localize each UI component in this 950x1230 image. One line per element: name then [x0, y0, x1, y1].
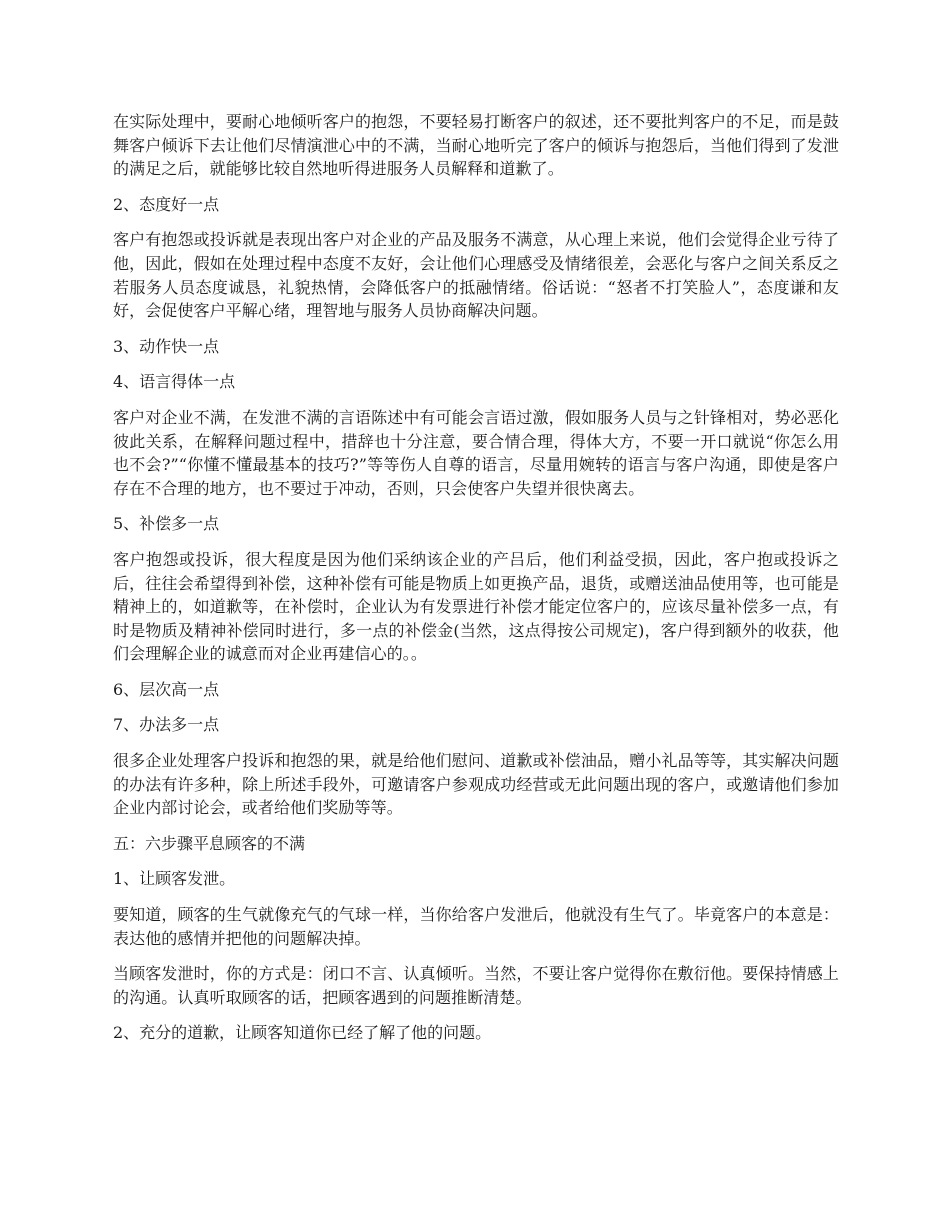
- heading-compensation: 5、补偿多一点: [113, 514, 220, 534]
- heading-six-steps: 五：六步骤平息顾客的不满: [113, 833, 306, 853]
- heading-language: 4、语言得体一点: [113, 372, 236, 392]
- paragraph-listen: 在实际处理中，要耐心地倾听客户的抱怨，不要轻易打断客户的叙述，还不要批判客户的不足，而是鼓舞客户倾诉下去让他们尽情演泄心中的不满，当耐心地听完了客户的倾诉与抱怨后，当他们得到了发泄的满足之后，就能够比较自然地听得进服务人员解释和道歉了。: [113, 112, 839, 179]
- document-body: [113, 110, 839, 1057]
- heading-attitude: 2、态度好一点: [113, 194, 220, 214]
- heading-action: 3、动作快一点: [113, 336, 220, 356]
- heading-methods: 7、办法多一点: [113, 715, 220, 735]
- paragraph-compensation: 客户抱怨或投诉，很大程度是因为他们采纳该企业的产吕后，他们利益受损，因此，客户抱或投诉之后，往往会希望得到补偿，这种补偿有可能是物质上如更换产品，退货，或赠送油品使用等，也可能是精神上的，如道歉等，在补偿时，企业认为有发票进行补偿才能定位客户的，应该尽量补偿多一点，有时是物质及精神补偿同时进行，多一点的补偿金(当然，这点得按公司规定)，客户得到额外的收获，他们会理解企业的诚意而对企业再建信心的。。: [113, 549, 839, 664]
- paragraph-methods: 很多企业处理客户投诉和抱怨的果，就是给他们慰问、道歉或补偿油品，赠小礼品等等，其实解决问题的办法有许多种，除上所述手段外，可邀请客户参观成功经营或无此问题出现的客户，或邀请他们参加企业内部讨论会，或者给他们奖励等等。: [113, 751, 839, 818]
- heading-level: 6、层次高一点: [113, 679, 220, 699]
- paragraph-vent-balloon: 要知道，顾客的生气就像充气的气球一样，当你给客户发泄后，他就没有生气了。毕竟客户的本意是：表达他的感情并把他的问题解决掉。: [113, 905, 839, 948]
- paragraph-attitude: 客户有抱怨或投诉就是表现出客户对企业的产品及服务不满意，从心理上来说，他们会觉得企业亏待了他，因此，假如在处理过程中态度不友好，会让他们心理感受及情绪很差，会恶化与客户之间关系反之若服务人员态度诚恳，礼貌热情，会降低客户的抵融情绪。俗话说：“怒者不打笑脸人”，态度谦和友好，会促使客户平解心绪，理智地与服务人员协商解决问题。: [113, 230, 839, 321]
- paragraph-language: 客户对企业不满，在发泄不满的言语陈述中有可能会言语过激，假如服务人员与之针锋相对，势必恶化彼此关系，在解释问题过程中，措辞也十分注意，要合情合理，得体大方，不要一开口就说“你怎么用也不会?”“你懂不懂最基本的技巧?”等等伤人自尊的语言，尽量用婉转的语言与客户沟通，即使是客户存在不合理的地方，也不要过于冲动，否则，只会使客户失望并很快离去。: [113, 407, 839, 498]
- paragraph-vent-listen: 当顾客发泄时，你的方式是：闭口不言、认真倾听。当然，不要让客户觉得你在敷衍他。要保持情感上的沟通。认真听取顾客的话，把顾客遇到的问题推断清楚。: [113, 964, 839, 1007]
- heading-step-apology: 2、充分的道歉，让顾客知道你已经了解了他的问题。: [113, 1023, 492, 1043]
- heading-step-vent: 1、让顾客发泄。: [113, 869, 236, 889]
